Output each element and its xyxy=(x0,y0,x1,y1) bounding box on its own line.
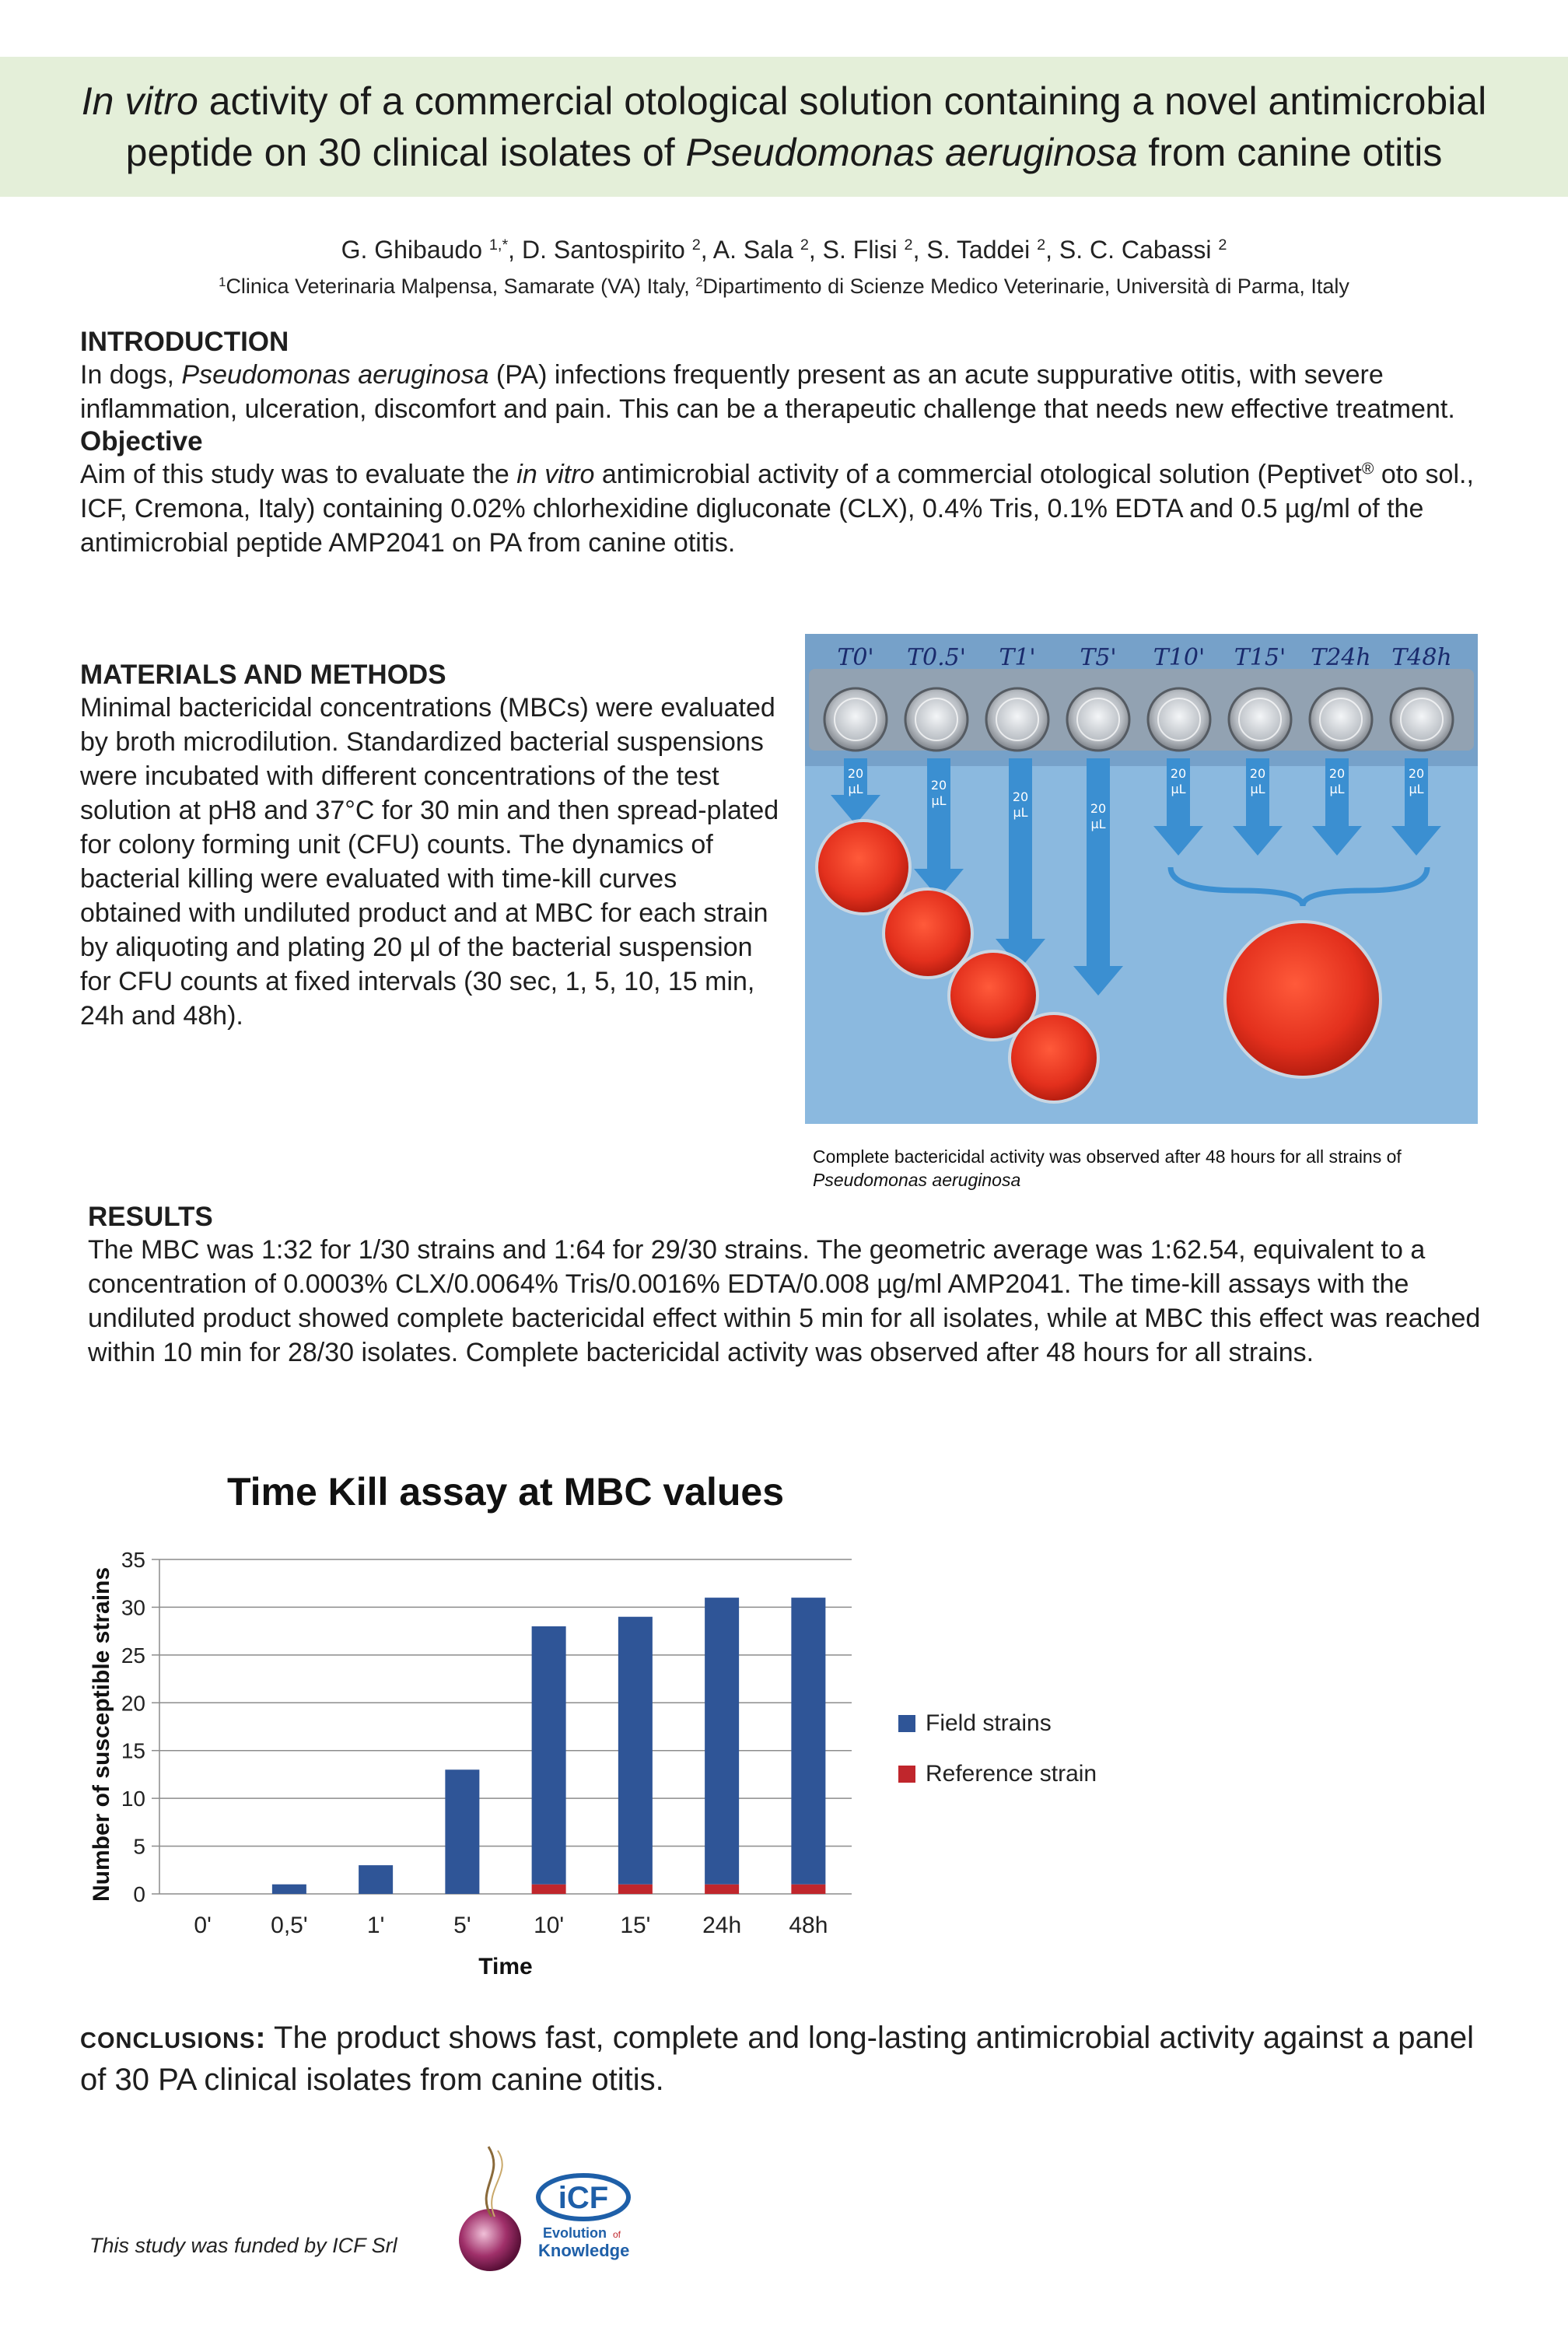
methods-heading: MATERIALS AND METHODS xyxy=(80,660,446,690)
well-8 xyxy=(1391,644,1453,751)
x-tick-label: 1' xyxy=(366,1913,385,1938)
bar-field-strains xyxy=(791,1598,825,1885)
well-5 xyxy=(1148,644,1210,751)
x-tick-label: 48h xyxy=(789,1913,828,1938)
bar-reference-strain xyxy=(618,1885,653,1894)
well-label: T1' xyxy=(999,644,1036,671)
bar-reference-strain xyxy=(705,1885,739,1894)
bar-field-strains xyxy=(532,1626,566,1885)
arrow-label: µL xyxy=(1250,782,1265,796)
legend-swatch xyxy=(898,1766,915,1783)
arrow-label: 20 xyxy=(1090,801,1107,816)
conclusions-section: CONCLUSIONS: The product shows fast, complete and long-lasting antimicrobial activity against a panel of 30 PA clinical isolates from canine otitis. xyxy=(80,2021,1475,2097)
funding-note: This study was funded by ICF Srl xyxy=(89,2234,397,2257)
conclusions-text: The product shows fast, complete and long-lasting antimicrobial activity against a panel of 30 PA clinical isolates from canine otitis. xyxy=(80,2021,1475,2097)
y-tick-label: 20 xyxy=(121,1691,145,1716)
x-axis-label: Time xyxy=(478,1954,533,1979)
methods-section xyxy=(80,660,780,1033)
arrow-label: µL xyxy=(931,793,947,808)
y-tick-label: 35 xyxy=(121,1548,145,1572)
results-text: The MBC was 1:32 for 1/30 strains and 1:64 for 29/30 strains. The geometric average was 1:62.54, equivalent to a concentration of 0.0003% CLX/0.0064% Tris/0.0016% EDTA/0.008 µg/ml AMP2041. The time-kill assays with the undiluted product showed complete bactericidal effect within 5 min for all isolates, while at MBC this effect was reached within 10 min for 28/30 isolates. Complete bactericidal activity was observed after 48 hours for all strains. xyxy=(88,1235,1481,1367)
introduction-heading: INTRODUCTION xyxy=(80,327,289,357)
icf-logo-graphic xyxy=(451,2143,708,2283)
introduction-section xyxy=(80,327,1511,560)
arrow-label: 20 xyxy=(930,778,947,793)
y-tick-label: 10 xyxy=(121,1787,145,1811)
bar-field-strains xyxy=(705,1598,739,1885)
petri-dish-photo xyxy=(805,634,1478,1124)
title-line-2: peptide on 30 clinical isolates of Pseudomonas aeruginosa from canine otitis xyxy=(125,131,1443,174)
arrow-label: µL xyxy=(1013,805,1028,820)
y-tick-label: 25 xyxy=(121,1643,145,1668)
y-tick-label: 15 xyxy=(121,1738,145,1763)
y-axis-label: Number of susceptible strains xyxy=(89,1566,114,1902)
author: S. Flisi $^2$, xyxy=(822,236,927,264)
svg-text:Evolution: Evolution xyxy=(543,2225,607,2241)
x-tick-label: 0,5' xyxy=(271,1913,308,1938)
arrow-label: 20 xyxy=(1249,766,1266,781)
x-tick-label: 15' xyxy=(620,1913,651,1938)
photo-caption: Complete bactericidal activity was observed after 48 hours for all strains of Pseudomonas aeruginosa xyxy=(813,1146,1402,1190)
icf-logo xyxy=(451,2143,708,2283)
x-tick-label: 5' xyxy=(453,1913,471,1938)
legend-swatch xyxy=(898,1715,915,1732)
x-tick-label: 24h xyxy=(702,1913,742,1938)
bar-reference-strain xyxy=(791,1885,825,1894)
well-2 xyxy=(905,644,968,751)
well-label: T0' xyxy=(837,644,874,671)
arrow-label: 20 xyxy=(847,766,864,781)
bar-field-strains xyxy=(445,1769,479,1894)
legend-label: Reference strain xyxy=(926,1761,1097,1787)
well-label: T10' xyxy=(1153,644,1206,671)
introduction-text: In dogs, Pseudomonas aeruginosa (PA) infections frequently present as an acute suppurative otitis, with severe inflammation, ulceration, discomfort and pain. This can be a therapeutic challenge that needs new effective treatment. xyxy=(80,360,1455,424)
chart-title: Time Kill assay at MBC values xyxy=(226,1470,785,1514)
results-section xyxy=(88,1202,1503,1370)
objective-heading: Objective xyxy=(80,426,203,457)
legend-label: Field strains xyxy=(926,1710,1052,1736)
poster-title xyxy=(0,57,1568,197)
bar-field-strains xyxy=(272,1885,306,1894)
author: S. C. Cabassi $^2$ xyxy=(1059,236,1227,264)
affiliations: $^1$Clinica Veterinaria Malpensa, Samarate (VA) Italy, $^2$Dipartimento di Scienze Medico Veterinarie, Università di Parma, Italy xyxy=(219,274,1349,298)
results-heading: RESULTS xyxy=(88,1202,213,1232)
svg-text:of: of xyxy=(613,2229,621,2240)
arrow-label: 20 xyxy=(1012,789,1029,804)
y-tick-label: 30 xyxy=(121,1595,145,1620)
well-label: T24h xyxy=(1311,644,1371,671)
author: G. Ghibaudo $^{1,*}$, xyxy=(341,236,522,264)
bar-field-strains xyxy=(359,1865,393,1894)
arrow-label: µL xyxy=(1409,782,1424,796)
arrow-label: 20 xyxy=(1328,766,1346,781)
well-label: T0.5' xyxy=(907,644,966,671)
well-label: T5' xyxy=(1080,644,1117,671)
arrow-label: 20 xyxy=(1170,766,1187,781)
author: A. Sala $^2$, xyxy=(712,236,823,264)
title-line-1: In vitro activity of a commercial otological solution containing a novel antimicrobial xyxy=(81,79,1487,123)
well-7 xyxy=(1310,644,1372,751)
y-tick-label: 0 xyxy=(133,1882,145,1906)
authors-line xyxy=(0,236,1568,264)
time-kill-chart xyxy=(74,1447,1139,1991)
x-tick-label: 10' xyxy=(534,1913,565,1938)
arrow-label: µL xyxy=(1090,817,1106,831)
conclusions-heading: CONCLUSIONS xyxy=(80,2028,256,2053)
methods-text: Minimal bactericidal concentrations (MBCs) were evaluated by broth microdilution. Standardized bacterial suspensions were incubated with different concentrations of the test solution at pH8 and 37°C for 30 min and then spread-plated for colony forming unit (CFU) counts. The dynamics of bacterial killing were evaluated with time-kill curves obtained with undiluted product and at MBC for each strain by aliquoting and plating 20 µl of the bacterial suspension for CFU counts at fixed intervals (30 sec, 1, 5, 10, 15 min, 24h and 48h). xyxy=(80,693,779,1031)
agar-plate-4 xyxy=(1008,1012,1100,1104)
y-tick-label: 5 xyxy=(133,1834,145,1859)
svg-text:Knowledge: Knowledge xyxy=(538,2241,630,2260)
well-6 xyxy=(1229,644,1291,751)
arrow-label: µL xyxy=(1171,782,1186,796)
arrow-label: µL xyxy=(848,782,863,796)
author: D. Santospirito $^2$, xyxy=(521,236,713,264)
well-label: T15' xyxy=(1234,644,1286,671)
well-label: T48h xyxy=(1391,644,1452,671)
arrow-label: µL xyxy=(1329,782,1345,796)
logo-wordmark: iCF xyxy=(558,2181,609,2215)
x-tick-label: 0' xyxy=(194,1913,212,1938)
bar-reference-strain xyxy=(532,1885,566,1894)
arrow-label: 20 xyxy=(1408,766,1425,781)
author: S. Taddei $^2$, xyxy=(926,236,1059,264)
bar-field-strains xyxy=(618,1617,653,1885)
bar-chart xyxy=(74,1447,1139,1991)
agar-plate-5 xyxy=(1223,920,1382,1079)
petri-dish-illustration xyxy=(805,634,1478,1124)
objective-text: Aim of this study was to evaluate the in vitro antimicrobial activity of a commercial otological solution (Peptivet® oto sol., ICF, Cremona, Italy) containing 0.02% chlorhexidine digluconate (CLX), 0.4% Tris, 0.1% EDTA and 0.5 µg/ml of the antimicrobial peptide AMP2041 on PA from canine otitis. xyxy=(80,460,1474,558)
